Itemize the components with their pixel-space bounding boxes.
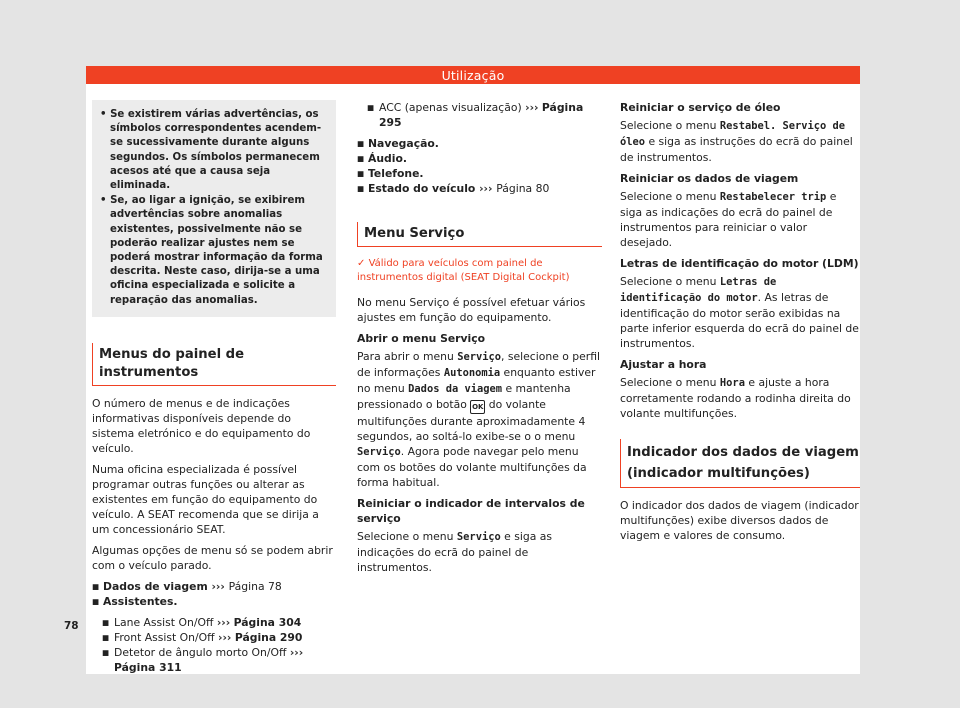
- paragraph: Algumas opções de menu só se podem abrir com o veículo parado.: [92, 543, 333, 572]
- list-item: ■ Detetor de ângulo morto On/Off ››› Página 311: [92, 645, 336, 675]
- warning-item: • Se existirem várias advertências, os símbolos correspondentes acendem-se sucessivamente durante alguns segundos. Os símbolos permanecem acesos até que a causa seja eliminada.: [100, 109, 322, 192]
- column-middle: [357, 100, 602, 581]
- list-item: ■ Dados de viagem ››› Página 78: [92, 579, 336, 594]
- check-icon: ✓: [357, 258, 366, 269]
- page-number: 78: [64, 620, 79, 632]
- paragraph: Numa oficina especializada é possível programar outras funções ou alterar as existentes em função do equipamento do veículo. A SEAT recomenda que se dirija a um concessionário SEAT.: [92, 462, 319, 536]
- page-link[interactable]: Página 295: [379, 101, 584, 129]
- manual-page: [64, 66, 860, 674]
- list-item: ■ Navegação.: [357, 136, 602, 151]
- page-link[interactable]: Página 304: [233, 615, 302, 629]
- paragraph: Selecione o menu Restabel. Serviço de óleo e siga as instruções do ecrã do painel de instrumentos.: [620, 119, 853, 164]
- section-title-trip-data: Indicador dos dados de viagem (indicador multifunções): [620, 439, 860, 488]
- assist-list: [92, 615, 336, 675]
- page-link[interactable]: Página 311: [114, 660, 182, 674]
- warning-box: [92, 100, 336, 317]
- section-title-service: Menu Serviço: [357, 222, 602, 247]
- menu-list: [92, 579, 336, 609]
- column-right: [620, 100, 860, 549]
- subheading: Reiniciar o indicador de intervalos de serviço: [357, 497, 585, 525]
- list-item: ■ Estado do veículo ››› Página 80: [357, 181, 602, 196]
- ok-button-icon: OK: [470, 400, 485, 414]
- paragraph: Selecione o menu Hora e ajuste a hora corretamente rodando a rodinha direita do volante multifunções.: [620, 376, 851, 420]
- warning-item: • Se, ao ligar a ignição, se exibirem advertências sobre anomalias existentes, possivelmente não se poderão realizar ajustes nem se poderá mostrar informação da forma descrita. Neste caso, dirija-se a uma oficina especializada e solicite a reparação das anomalias.: [100, 195, 323, 306]
- chapter-title: Utilização: [441, 68, 505, 83]
- section-title-menus: Menus do painel de instrumentos: [92, 343, 336, 386]
- list-item: ■ ACC (apenas visualização) ››› Página 295: [357, 100, 602, 130]
- subheading: Reiniciar o serviço de óleo: [620, 101, 781, 114]
- subheading: Ajustar a hora: [620, 358, 707, 371]
- list-item: ■ Assistentes.: [92, 594, 336, 609]
- column-left: [92, 100, 336, 681]
- list-item: ■ Telefone.: [357, 166, 602, 181]
- assist-list-continued: [357, 100, 602, 130]
- page-link[interactable]: Página 78: [228, 579, 282, 593]
- list-item: ■ Front Assist On/Off ››› Página 290: [92, 630, 336, 645]
- list-item: ■ Lane Assist On/Off ››› Página 304: [92, 615, 336, 630]
- paragraph: Selecione o menu Serviço e siga as indicações do ecrã do painel de instrumentos.: [357, 530, 552, 574]
- list-item: ■ Áudio.: [357, 151, 602, 166]
- validity-note: ✓ Válido para veículos com painel de instrumentos digital (SEAT Digital Cockpit): [357, 258, 570, 283]
- chapter-header: [86, 66, 860, 84]
- paragraph: Para abrir o menu Serviço, selecione o perfil de informações Autonomia enquanto estiver no menu Dados da viagem e mantenha pressionado o botão OK do volante multifunções durante aproximadamente 4 segundos, ao soltá-lo exibe-se o o menu Serviço. Agora pode navegar pelo menu com os botões do volante multifunções da forma habitual.: [357, 350, 601, 489]
- paragraph: Selecione o menu Letras de identificação do motor. As letras de identificação do motor serão exibidas na parte inferior esquerda do ecrã do painel de instrumentos.: [620, 275, 859, 350]
- page-link[interactable]: Página 80: [496, 182, 550, 195]
- subheading: Abrir o menu Serviço: [357, 332, 486, 345]
- page-link[interactable]: Página 290: [234, 630, 303, 644]
- paragraph: O número de menus e de indicações informativas disponíveis depende do sistema eletrónico e do equipamento do veículo.: [92, 396, 311, 455]
- paragraph: O indicador dos dados de viagem (indicador multifunções) exibe diversos dados de viagem e valores de consumo.: [620, 499, 859, 542]
- paragraph: Selecione o menu Restabelecer trip e siga as indicações do ecrã do painel de instrumentos para reiniciar o valor desejado.: [620, 190, 837, 249]
- subheading: Reiniciar os dados de viagem: [620, 172, 799, 185]
- menu-list-continued: [357, 136, 602, 196]
- subheading: Letras de identificação do motor (LDM): [620, 257, 859, 270]
- paragraph: No menu Serviço é possível efetuar vários ajustes em função do equipamento.: [357, 296, 586, 324]
